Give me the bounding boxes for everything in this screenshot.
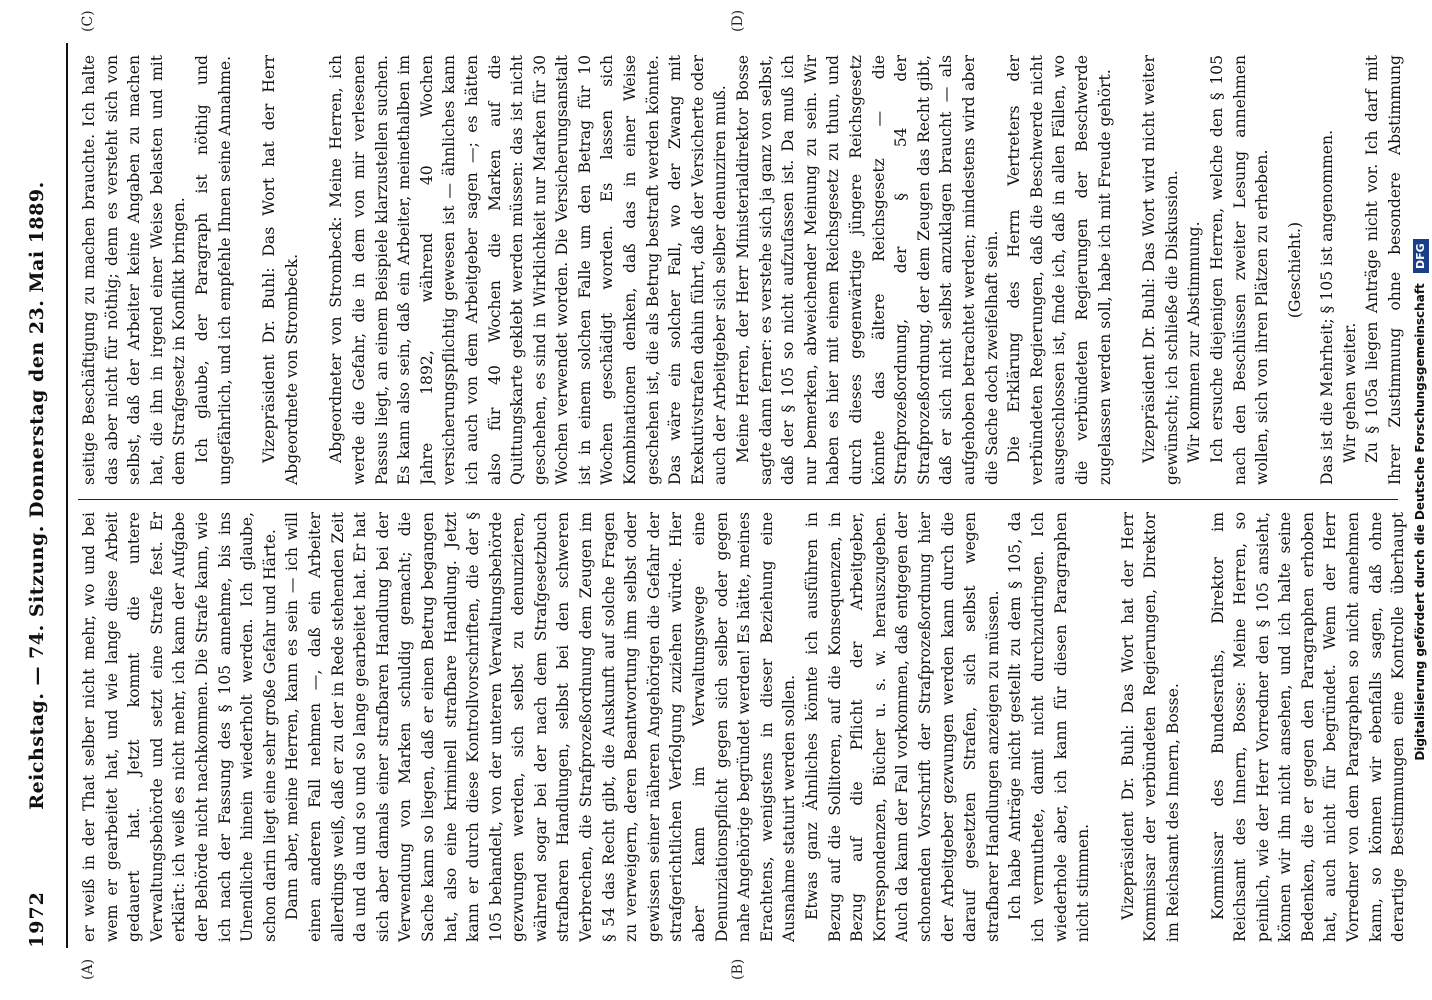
- speaker-paragraph: Vizepräsident Dr. Buhl: Das Wort hat der Herr Kommissar der verbündeten Regierungen, Direktor im Reichsamt des Innern, Bosse.: [1118, 512, 1182, 942]
- paragraph: Wir kommen zur Abstimmung.: [1185, 221, 1204, 463]
- paragraph: Ich glaube, der Paragraph ist nöthig und ungefährlich, und ich empfehle Ihnen seine Annahme.: [192, 55, 234, 485]
- dfg-logo: DFG: [1413, 239, 1429, 273]
- paragraph: Etwas ganz Ähnliches könnte ich ausführen in Bezug auf die Sollitoren, auf die Konsequenzen, in Bezug auf die Pflicht der Arbeitgeber, Korrespondenzen, Bücher u. s. w. herauszugeben. Auch da kann der Fall vorkommen, daß entgegen der schonenden Vorschrift der Strafprozeßordnung hier der Arbeitgeber gezwungen werden kann durch die darauf gesetzten Strafen, sich selbst wegen strafbarer Handlungen anzeigen zu müssen.: [803, 512, 1002, 942]
- speaker-paragraph: Vizepräsident Dr. Buhl: Das Wort hat der Herr Abgeordnete von Strombeck.: [260, 55, 301, 485]
- digitization-caption: [1408, 0, 1432, 1000]
- speaker-paragraph: Kommissar des Bundesraths, Direktor im Reichsamt des Innern, Bosse: Meine Herren, so peinlich, wie der Herr Vorredner den § 105 ansieht, können wir ihn nicht ansehen, und ich halte seine Bedenken, die er gegen den Paragraphen erhoben hat, auch nicht für begründet. Wenn der Herr Vorredner von dem Paragraphen so nicht annehmen kann, so können wir ebenfalls sagen, daß ohne derartige Bestimmungen eine Kontrolle überhaupt: [1208, 512, 1408, 942]
- margin-letter-d: (D): [730, 9, 746, 32]
- running-head: Reichstag. — 74. Sitzung. Donnerstag den 23. Mai 1889.: [26, 181, 48, 810]
- right-column: [78, 55, 1408, 485]
- page-header: [20, 43, 62, 948]
- paragraph: Ich ersuche diejenigen Herren, welche den § 105 nach den Beschlüssen zweiter Lesung annehmen wollen, sich von ihren Plätzen zu erheben.: [1207, 55, 1272, 485]
- caption-text: Digitalisierung gefördert durch die Deutsche Forschungsgemeinschaft: [1413, 283, 1427, 761]
- paragraph: Die Erklärung des Herrn Vertreters der verbündeten Regierungen, daß die Beschwerde nicht ausgeschlossen ist, finde ich, daß in allen Fällen, wo die verbündeten Regierungen der Beschwerde zugelassen werden soll, habe ich mit Freude gehört.: [1005, 55, 1114, 485]
- stage-direction: (Geschieht.): [1285, 221, 1304, 319]
- paragraph: seitige Beschäftigung zu machen brauchte. Ich halte das aber nicht für nöthig; denn es versteht sich von selbst, daß der Arbeiter keine Angaben zu machen hat, die ihn in irgend einer Weise belasten und mit dem Strafgesetz in Konflikt bringen.: [80, 55, 189, 485]
- margin-letter-c: (C): [80, 10, 96, 32]
- margin-letter-b: (B): [730, 958, 746, 980]
- paragraph: Dann aber, meine Herren, kann es sein — ich will einen anderen Fall nehmen —, daß ein Arbeiter allerdings weiß, daß er zu der in Rede stehenden Zeit da und da und so und so lange gearbeitet hat. Er hat sich aber damals einer strafbaren Handlung bei der Verwendung von Marken schuldig gemacht; die Sache kann so liegen, daß er einen Betrug begangen hat, also eine kriminell strafbare Handlung. Jetzt kann er durch diese Kontrollvorschriften, die der § 105 behandelt, von der unteren Verwaltungsbehörde gezwungen werden, sich selbst zu denunzieren, während sogar bei der nach dem Strafgesetzbuch strafbaren Handlungen, selbst bei den schweren Verbrechen, die Strafprozeßordnung dem Zeugen im § 54 das Recht gibt, die Auskunft auf solche Fragen zu verweigern, deren Beantwortung ihm selbst oder gewissen seiner näheren Angehörigen die Gefahr der strafgerichtlichen Verfolgung zuziehen würde. Hier aber kann im Verwaltungswege eine Denunziationspflicht gegen sich selber oder gegen nahe Angehörige begründet werden! Es hätte, meines Erachtens, wenigstens in dieser Beziehung eine Ausnahme statuirt werden sollen.: [283, 512, 799, 942]
- paragraph: er weiß in der That selber nicht mehr, wo und bei wem er gearbeitet hat, und wie lange diese Arbeit gedauert hat. Jetzt kommt die untere Verwaltungsbehörde und setzt eine Strafe fest. Er erklärt: ich weiß es nicht mehr, ich kann der Aufgabe der Behörde nicht nachkommen. Die Strafe kann, wie ich nach der Fassung des § 105 annehme, bis ins Unendliche hinein wiederholt werden. Ich glaube, schon darin liegt eine sehr große Gefahr und Härte.: [80, 512, 279, 942]
- speaker-paragraph: Abgeordneter von Strombeck: Meine Herren, ich werde die Gefahr, die in dem von mir verlesenen Passus liegt, an einem Beispiele klarzustellen suchen. Es kann also sein, daß ein Arbeiter, meinethalben im Jahre 1892, während 40 Wochen versicherungspflichtig gewesen ist — ähnliches kann ich auch von dem Arbeitgeber sagen —; es hätten also für 40 Wochen die Marken auf die Quittungskarte geklebt werden müssen: das ist nicht geschehen, es sind in Wirklichkeit nur Marken für 30 Wochen verwendet worden. Die Versicherungsanstalt ist in einem solchen Falle um den Betrag für 10 Wochen geschädigt worden. Es lassen sich Kombinationen denken, daß das in einer Weise geschehen ist, die als Betrug bestraft werden könnte. Das wäre ein solcher Fall, wo der Zwang mit Exekutivstrafen dahin führt, daß der Versicherte oder auch der Arbeitgeber sich selber denunziren muß.: [327, 55, 730, 485]
- speaker-paragraph: Vizepräsident Dr. Buhl: Das Wort wird nicht weiter gewünscht; ich schließe die Diskussion.: [1140, 55, 1181, 485]
- paragraph: Zu § 105a liegen Anträge nicht vor. Ich darf mit Ihrer Zustimmung ohne besondere Abstimmung: [1363, 55, 1405, 485]
- margin-letter-a: (A): [80, 958, 96, 980]
- column-divider: [78, 499, 1398, 500]
- header-rule: [66, 43, 68, 948]
- paragraph: Das ist die Mehrheit; § 105 ist angenommen.: [1318, 129, 1337, 485]
- paragraph: Ich habe Anträge nicht gestellt zu dem § 105, da ich vermuthete, damit nicht durchzudringen. Ich wiederhole aber, ich kann für diesen Paragraphen nicht stimmen.: [1006, 512, 1093, 942]
- page-number: 1972: [26, 891, 48, 948]
- paragraph: Wir gehen weiter.: [1340, 322, 1359, 463]
- paragraph: Meine Herren, der Herr Ministerialdirektor Bosse sagte dann ferner: es verstehe sich ja ganz von selbst, daß der § 105 so nicht aufzufassen ist. Da muß ich nur bemerken, abweichender Meinung zu sein. Wir haben es hier mit einem Reichsgesetz zu thun, und durch dieses gegenwärtige jüngere Reichsgesetz könnte das ältere Reichsgesetz — die Strafprozeßordnung, der § 54 der Strafprozeßordnung, der dem Zeugen das Recht gibt, daß er sich nicht selbst anzuklagen braucht — als aufgehoben betrachtet werden; mindestens wird aber die Sache doch zweifelhaft sein.: [734, 55, 1001, 485]
- left-column: [78, 512, 1408, 942]
